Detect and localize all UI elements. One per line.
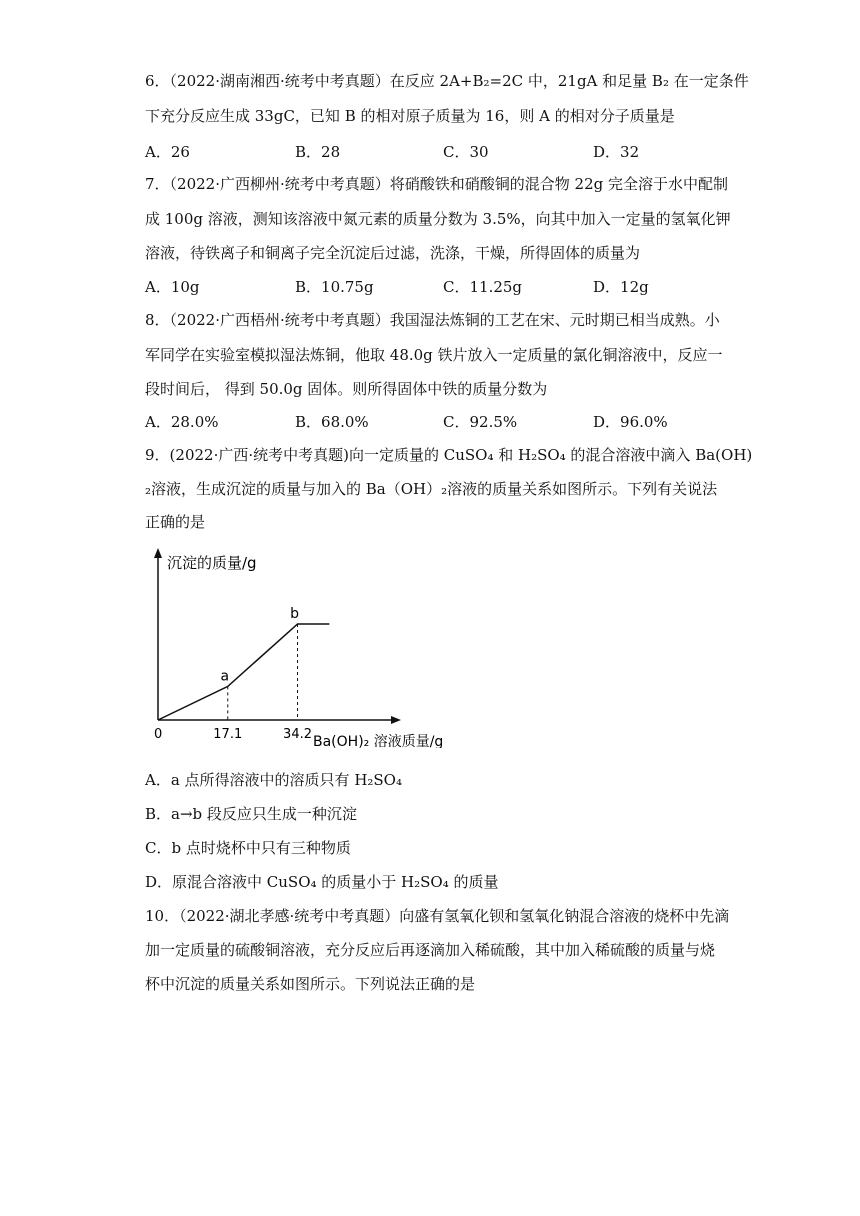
q8-text-line-1: 8．（2022·广西梧州·统考中考真题）我国湿法炼铜的工艺在宋、元时期已相当成熟。小 [145, 311, 720, 329]
x-axis [158, 716, 401, 724]
point-label-a: a [220, 668, 230, 685]
q7-text-line-2: 成 100g 溶液，测知该溶液中氮元素的质量分数为 3.5%，向其中加入一定量的氢氧化钾 [145, 210, 731, 228]
q6-text-line-1: 6．（2022·湖南湘西·统考中考真题）在反应 2A+B₂=2C 中，21gA 和足量 B₂ 在一定条件 [145, 72, 749, 90]
q9-option-a: A．a 点所得溶液中的溶质只有 H₂SO₄ [145, 771, 402, 789]
q8-option-a: A．28.0% [145, 413, 219, 431]
q9-option-b: B．a→b 段反应只生成一种沉淀 [145, 805, 357, 823]
origin-label: 0 [154, 727, 163, 742]
plot-area [158, 606, 329, 742]
q9-text-line-2: ₂溶液，生成沉淀的质量与加入的 Ba（OH）₂溶液的质量关系如图所示。下列有关说法 [145, 480, 718, 498]
q7-option-c: C．11.25g [443, 278, 523, 296]
precipitate-mass-chart [145, 548, 455, 748]
q8-option-d: D．96.0% [593, 413, 668, 431]
q9-text-line-3: 正确的是 [145, 513, 206, 531]
x-tick-label: 17.1 [213, 727, 243, 742]
q7-text-line-1: 7．（2022·广西柳州·统考中考真题）将硝酸铁和硝酸铜的混合物 22g 完全溶于水中配制 [145, 175, 728, 193]
q7-option-a: A．10g [145, 278, 200, 296]
q6-option-d: D．32 [593, 143, 640, 161]
point-label-b: b [290, 606, 299, 622]
q8-text-line-3: 段时间后， 得到 50.0g 固体。则所得固体中铁的质量分数为 [145, 380, 548, 398]
x-axis-label: Ba(OH)₂ 溶液质量/g [313, 734, 444, 748]
q8-options [145, 411, 725, 433]
q7-option-d: D．12g [593, 278, 649, 296]
q8-option-b: B．68.0% [295, 413, 369, 431]
q6-option-b: B．28 [295, 143, 341, 161]
q8-text-line-2: 军同学在实验室模拟湿法炼铜，他取 48.0g 铁片放入一定质量的氯化铜溶液中，反应一 [145, 346, 723, 364]
x-tick-label: 34.2 [283, 727, 313, 742]
q7-text-line-3: 溶液，待铁离子和铜离子完全沉淀后过滤，洗涤，干燥，所得固体的质量为 [145, 244, 641, 262]
q6-text-line-2: 下充分反应生成 33gC，已知 B 的相对原子质量为 16，则 A 的相对分子质量是 [145, 107, 675, 125]
q9-option-d: D．原混合溶液中 CuSO₄ 的质量小于 H₂SO₄ 的质量 [145, 873, 499, 891]
q8-option-c: C．92.5% [443, 413, 518, 431]
q10-text-line-3: 杯中沉淀的质量关系如图所示。下列说法正确的是 [145, 975, 476, 993]
q6-option-c: C．30 [443, 143, 489, 161]
data-line [158, 624, 329, 720]
q6-option-a: A．26 [145, 143, 190, 161]
q9-text-line-1: 9．(2022·广西·统考中考真题)向一定质量的 CuSO₄ 和 H₂SO₄ 的混合溶液中滴入 Ba(OH) [145, 446, 753, 464]
q7-options [145, 276, 725, 298]
q10-text-line-2: 加一定质量的硫酸铜溶液，充分反应后再逐滴加入稀硫酸，其中加入稀硫酸的质量与烧 [145, 941, 716, 959]
q6-options [145, 141, 725, 163]
q10-text-line-1: 10．（2022·湖北孝感·统考中考真题）向盛有氢氧化钡和氢氧化钠混合溶液的烧杯中先滴 [145, 907, 730, 925]
q7-option-b: B．10.75g [295, 278, 374, 296]
y-axis [154, 548, 162, 720]
y-axis-label: 沉淀的质量/g [167, 554, 257, 572]
q9-option-c: C．b 点时烧杯中只有三种物质 [145, 839, 351, 857]
